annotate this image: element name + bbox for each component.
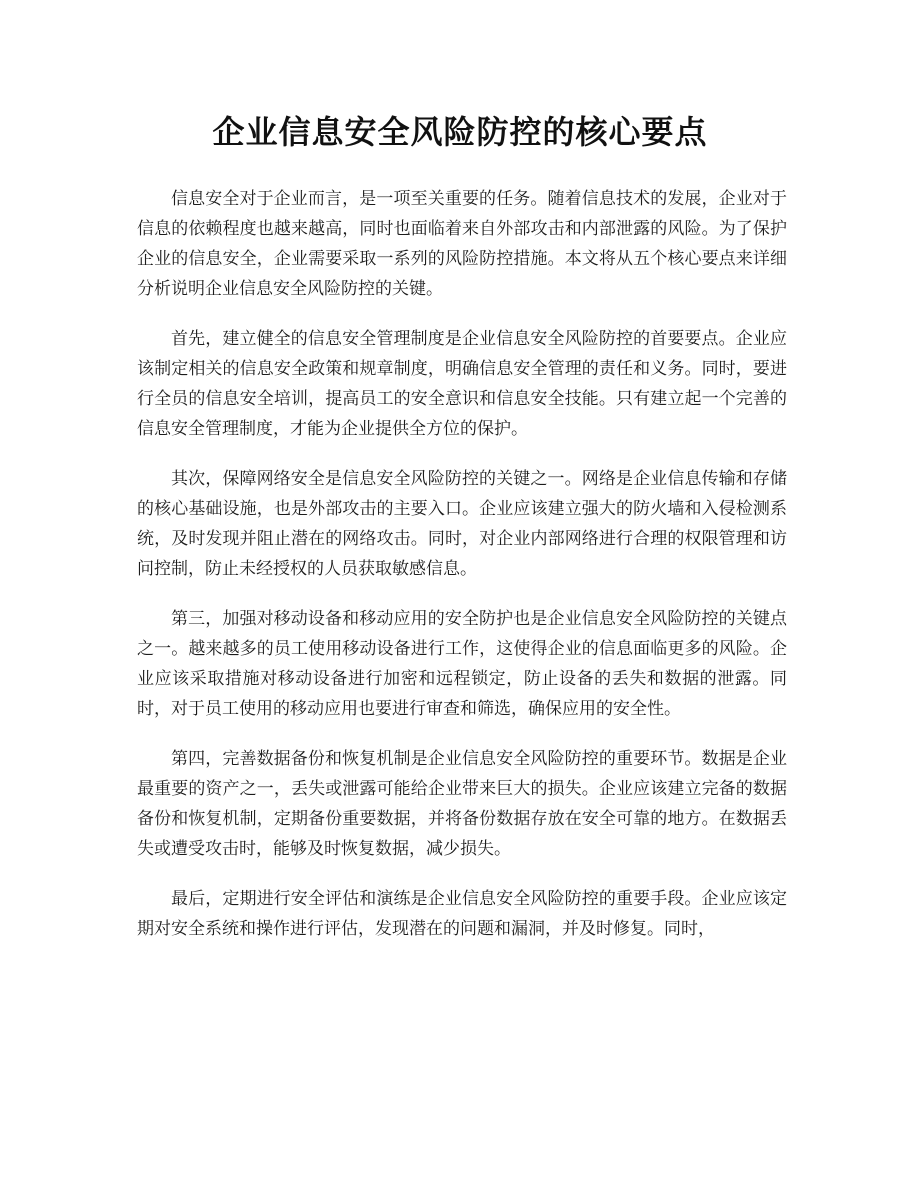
paragraph-management-system: 首先，建立健全的信息安全管理制度是企业信息安全风险防控的首要要点。企业应该制定相关的信息安全政策和规章制度，明确信息安全管理的责任和义务。同时，要进行全员的信息安全培训，提高员工的安全意识和信息安全技能。只有建立起一个完善的信息安全管理制度，才能为企业提供全方位的保护。 <box>137 329 787 439</box>
document-body <box>137 184 787 964</box>
page-title: 企业信息安全风险防控的核心要点 <box>212 113 708 151</box>
paragraph-network-security: 其次，保障网络安全是信息安全风险防控的关键之一。网络是企业信息传输和存储的核心基础设施，也是外部攻击的主要入口。企业应该建立强大的防火墙和入侵检测系统，及时发现并阻止潜在的网络攻击。同时，对企业内部网络进行合理的权限管理和访问控制，防止未经授权的人员获取敏感信息。 <box>137 469 787 579</box>
paragraph-mobile-security: 第三，加强对移动设备和移动应用的安全防护也是企业信息安全风险防控的关键点之一。越来越多的员工使用移动设备进行工作，这使得企业的信息面临更多的风险。企业应该采取措施对移动设备进行加密和远程锁定，防止设备的丢失和数据的泄露。同时，对于员工使用的移动应用也要进行审查和筛选，确保应用的安全性。 <box>137 609 787 719</box>
paragraph-data-backup: 第四，完善数据备份和恢复机制是企业信息安全风险防控的重要环节。数据是企业最重要的资产之一，丢失或泄露可能给企业带来巨大的损失。企业应该建立完备的数据备份和恢复机制，定期备份重要数据，并将备份数据存放在安全可靠的地方。在数据丢失或遭受攻击时，能够及时恢复数据，减少损失。 <box>137 749 787 859</box>
paragraph-security-assessment: 最后，定期进行安全评估和演练是企业信息安全风险防控的重要手段。企业应该定期对安全系统和操作进行评估，发现潜在的问题和漏洞，并及时修复。同时， <box>137 889 787 939</box>
paragraph-intro: 信息安全对于企业而言，是一项至关重要的任务。随着信息技术的发展，企业对于信息的依赖程度也越来越高，同时也面临着来自外部攻击和内部泄露的风险。为了保护企业的信息安全，企业需要采取一系列的风险防控措施。本文将从五个核心要点来详细分析说明企业信息安全风险防控的关键。 <box>137 189 787 299</box>
